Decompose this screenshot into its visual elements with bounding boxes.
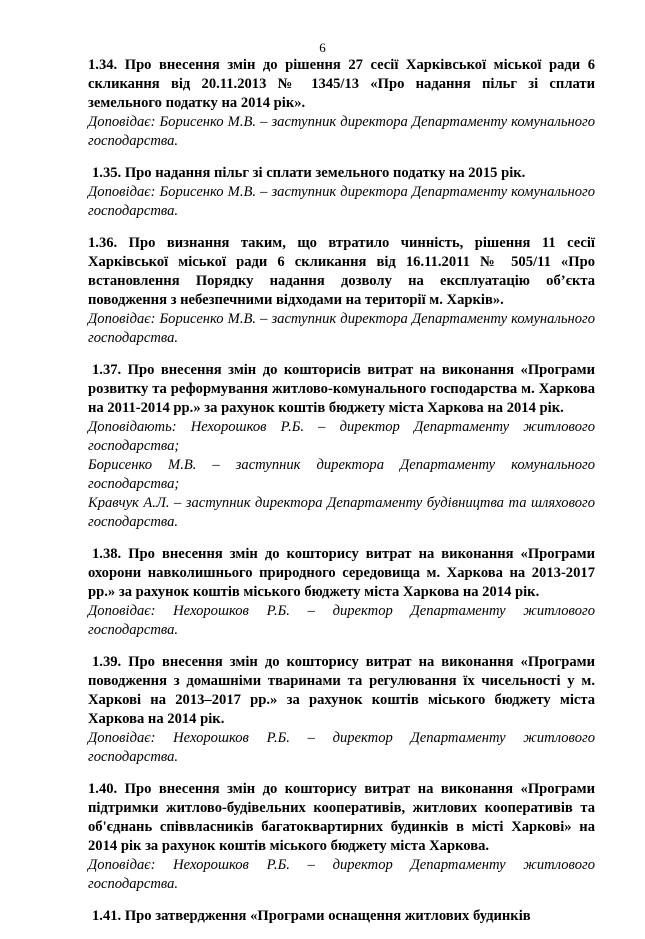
speaker-line: Доповідає: Нехорошков Р.Б. – директор Департаменту житлового господарства. (88, 603, 595, 638)
agenda-list (88, 56, 595, 939)
agenda-item-1-39 (88, 653, 595, 767)
speaker-line: Доповідають: Нехорошков Р.Б. – директор Департаменту житлового господарства; (88, 419, 595, 454)
speaker-line: Доповідає: Нехорошков Р.Б. – директор Департаменту житлового господарства. (88, 857, 595, 892)
page-number: 6 (319, 40, 326, 55)
agenda-item-title: 1.39. Про внесення змін до кошторису витрат на виконання «Програми поводження з домашніми тваринами та регулювання їх чисельності у м. Харкові на 2013–2017 рр.» за рахунок коштів міського бюджету міста Харкова на 2014 рік. (88, 654, 595, 727)
agenda-item-1-41 (88, 907, 595, 926)
agenda-item-title: 1.34. Про внесення змін до рішення 27 сесії Харківської міської ради 6 скликання від 20.11.2013 № 1345/13 «Про надання пільг зі сплати земельного податку на 2014 рік». (88, 57, 595, 111)
agenda-item-1-35 (88, 164, 595, 221)
agenda-item-title: 1.41. Про затвердження «Програми оснащення житлових будинків (92, 908, 531, 924)
speaker-line: Кравчук А.Л. – заступник директора Департаменту будівництва та шляхового господарства. (88, 495, 595, 530)
agenda-item-title: 1.38. Про внесення змін до кошторису витрат на виконання «Програми охорони навколишнього природного середовища м. Харкова на 2013-2017 рр.» за рахунок коштів міського бюджету міста Харкова на 2014 рік. (88, 546, 595, 600)
speaker-line: Борисенко М.В. – заступник директора Департаменту комунального господарства; (88, 457, 595, 492)
speaker-line: Доповідає: Борисенко М.В. – заступник директора Департаменту комунального господарства. (88, 114, 595, 149)
agenda-item-title: 1.40. Про внесення змін до кошторису витрат на виконання «Програми підтримки житлово-будівельних кооперативів, житлових кооперативів та об'єднань співвласників багатоквартирних будинків в місті Харкові» на 2014 рік за рахунок коштів міського бюджету міста Харкова. (88, 781, 595, 854)
speaker-line: Доповідає: Борисенко М.В. – заступник директора Департаменту комунального господарства. (88, 184, 595, 219)
agenda-item-1-40 (88, 780, 595, 894)
agenda-item-title: 1.37. Про внесення змін до кошторисів витрат на виконання «Програми розвитку та реформування житлово-комунального господарства м. Харкова на 2011-2014 рр.» за рахунок коштів бюджету міста Харкова на 2014 рік. (88, 362, 595, 416)
agenda-item-1-34 (88, 56, 595, 151)
speaker-line: Доповідає: Борисенко М.В. – заступник директора Департаменту комунального господарства. (88, 311, 595, 346)
agenda-item-1-37 (88, 361, 595, 532)
agenda-item-1-36 (88, 234, 595, 348)
agenda-item-1-38 (88, 545, 595, 640)
speaker-line: Доповідає: Нехорошков Р.Б. – директор Департаменту житлового господарства. (88, 730, 595, 765)
agenda-item-title: 1.35. Про надання пільг зі сплати земельного податку на 2015 рік. (92, 165, 526, 181)
agenda-item-title: 1.36. Про визнання таким, що втратило чинність, рішення 11 сесії Харківської міської ради 6 скликання від 16.11.2011 № 505/11 «Про встановлення Порядку надання дозволу на експлуатацію об’єкта поводження з небезпечними відходами на території м. Харків». (88, 235, 595, 308)
